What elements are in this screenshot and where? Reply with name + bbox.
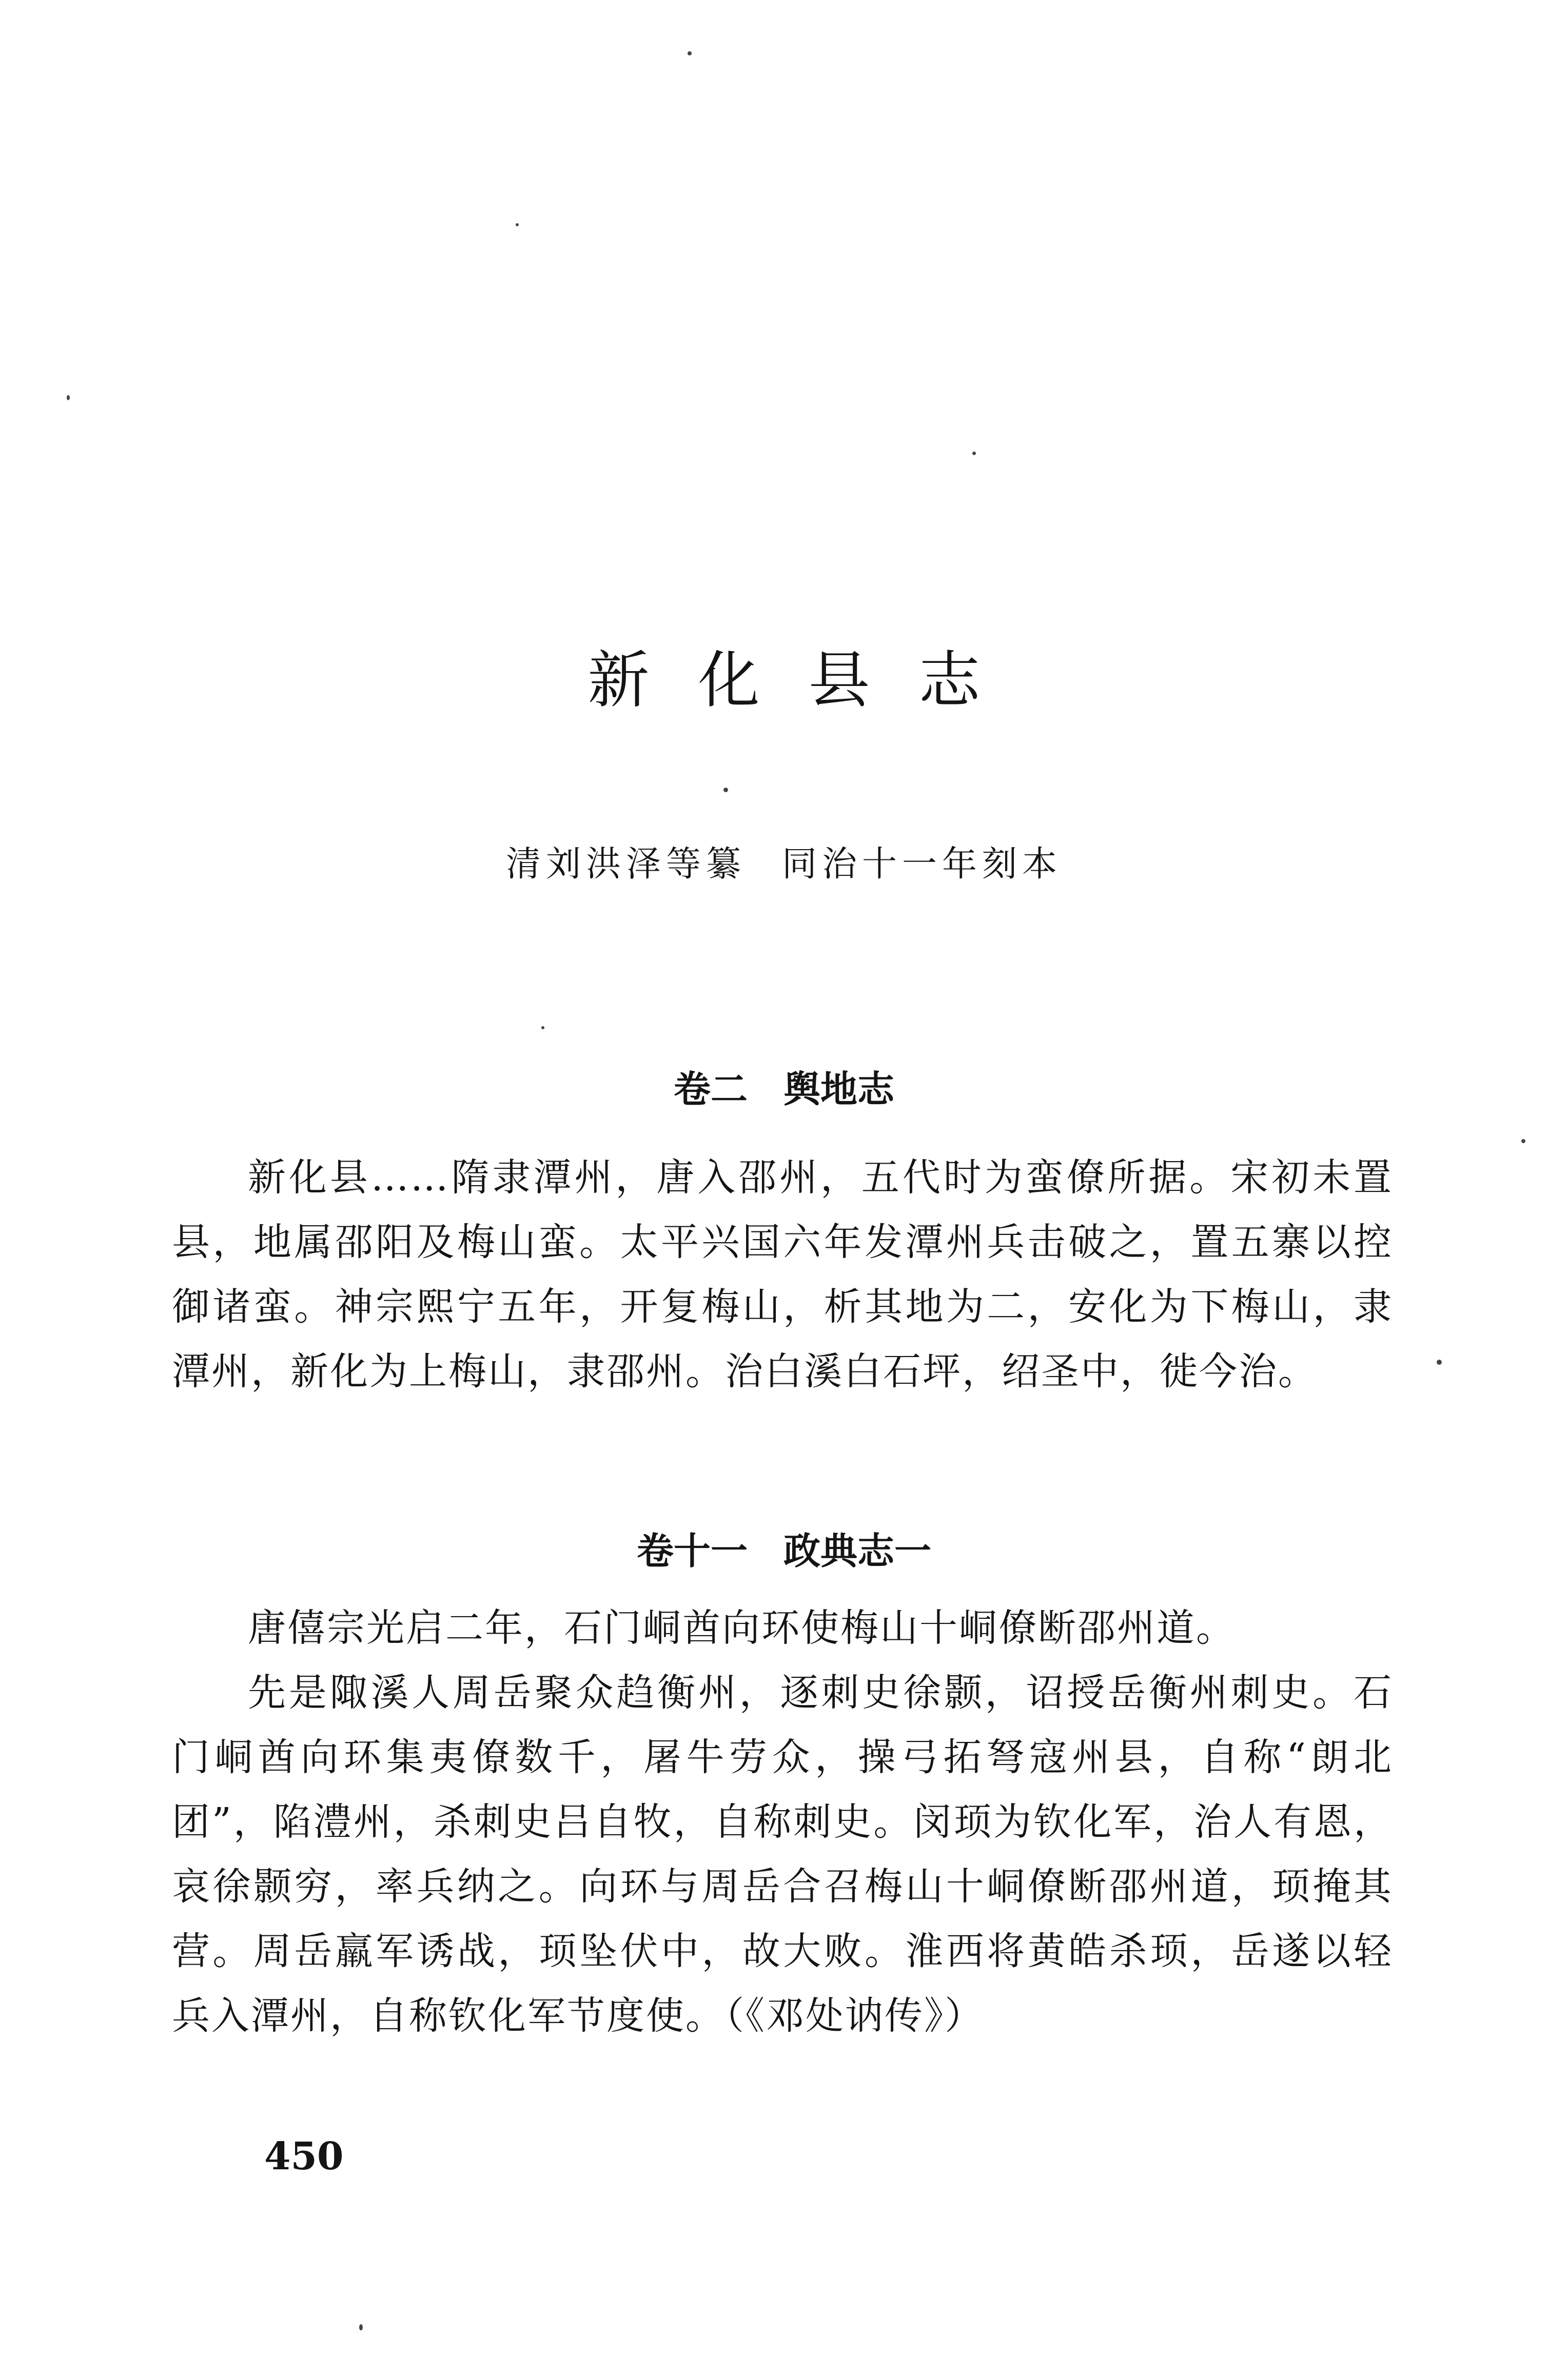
scan-speck	[1521, 1139, 1525, 1143]
section-name: 政典志一	[783, 1529, 932, 1573]
scan-speck	[541, 1026, 544, 1029]
paragraph: 先是陬溪人周岳聚众趋衡州，逐刺史徐颢，诏授岳衡州刺史。石门峒酋向环集夷僚数千，屠牛劳众，操弓拓弩寇州县，自称“朗北团”，陷澧州，杀刺史吕自牧，自称刺史。闵顼为钦化军，治人有恩，哀徐颢穷，率兵纳之。向环与周岳合召梅山十峒僚断邵州道，顼掩其营。周岳羸军诱战，顼坠伏中，故大败。淮西将黄皓杀顼，岳遂以轻兵入潭州，自称钦化军节度使。（《邓处讷传》）	[172, 1671, 1393, 2038]
byline	[0, 836, 1568, 886]
section-volume: 卷十一	[636, 1529, 748, 1573]
scan-speck	[972, 452, 976, 455]
byline-edition: 同治十一年刻本	[782, 844, 1063, 885]
scan-speck	[516, 223, 519, 226]
paragraph: 唐僖宗光启二年，石门峒酋向环使梅山十峒僚断邵州道。	[248, 1606, 1236, 1650]
page-title: 新化县志	[587, 645, 1029, 716]
section-heading-juan-11	[0, 1521, 1568, 1575]
page-number: 450	[264, 2134, 344, 2179]
section-body-juan-11	[172, 1596, 1393, 2048]
section-volume: 卷二	[673, 1068, 748, 1111]
scan-speck	[688, 51, 692, 55]
scan-speck	[723, 788, 728, 792]
scan-speck	[359, 2324, 363, 2330]
scan-speck	[67, 395, 70, 400]
section-heading-juan-2	[0, 1060, 1568, 1113]
section-name: 舆地志	[783, 1068, 895, 1111]
byline-compiler: 清刘洪泽等纂	[505, 844, 746, 885]
paragraph: 新化县……隋隶潭州，唐入邵州，五代时为蛮僚所据。宋初未置县，地属邵阳及梅山蛮。太平兴国六年发潭州兵击破之，置五寨以控御诸蛮。神宗熙宁五年，开复梅山，析其地为二，安化为下梅山，隶潭州，新化为上梅山，隶邵州。治白溪白石坪，绍圣中，徙今治。	[172, 1155, 1393, 1394]
section-body-juan-2	[172, 1145, 1393, 1404]
scan-speck	[1437, 1360, 1442, 1365]
